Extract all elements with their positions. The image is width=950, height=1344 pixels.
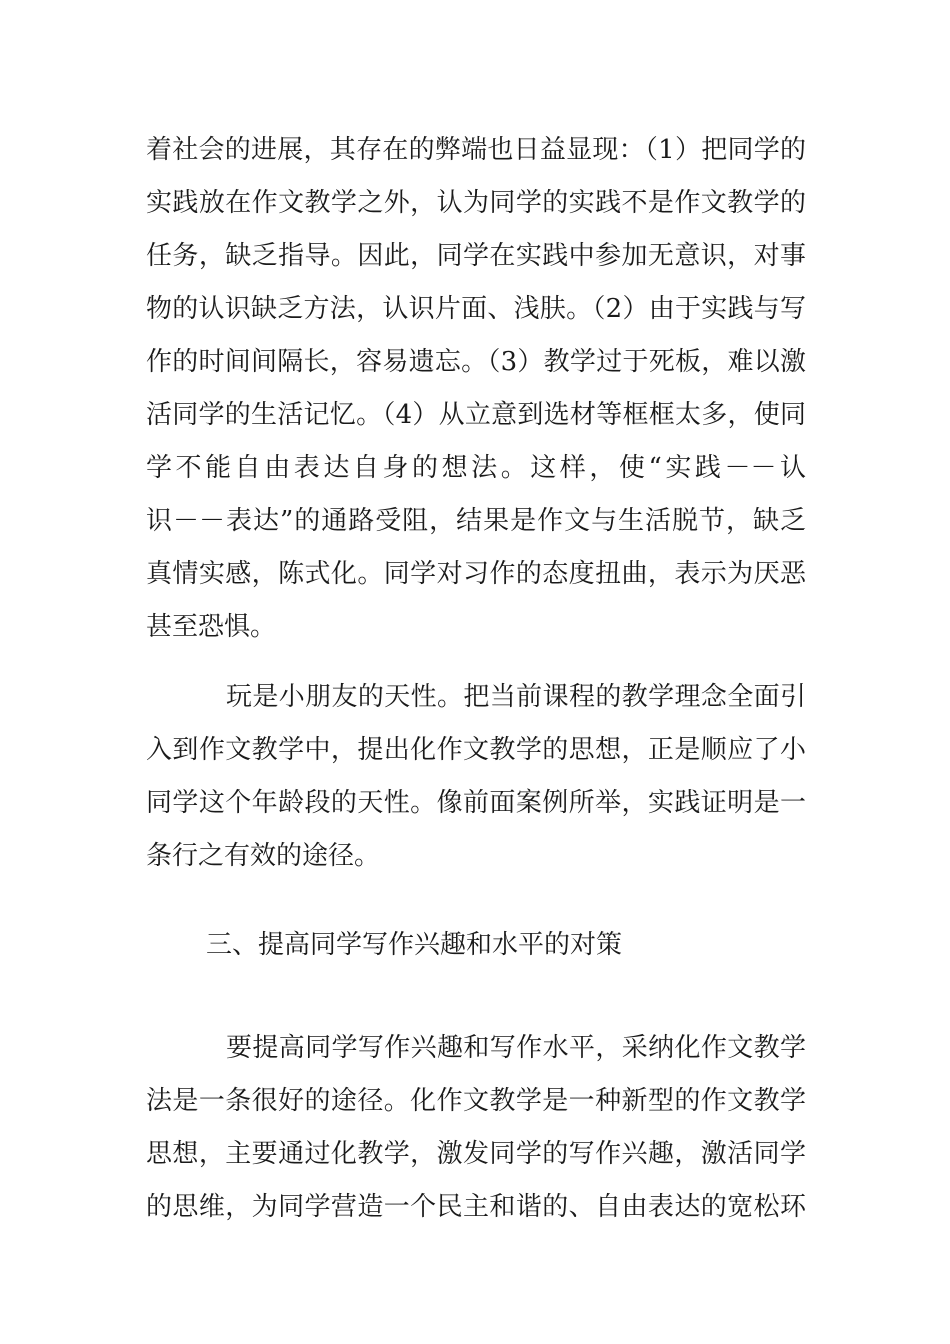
paragraph-line: 条行之有效的途径。: [146, 841, 381, 871]
paragraph-line: 活同学的生活记忆。（4）从立意到选材等框框太多，使同: [146, 400, 806, 430]
paragraph-3: [146, 1022, 806, 1234]
paragraph-line: 同学这个年龄段的天性。像前面案例所举，实践证明是一: [146, 788, 806, 818]
paragraph-line: 法是一条很好的途径。化作文教学是一种新型的作文教学: [146, 1086, 806, 1116]
paragraph-line: 入到作文教学中，提出化作文教学的思想，正是顺应了小: [146, 735, 806, 765]
paragraph-line: 作的时间间隔长，容易遗忘。（3）教学过于死板，难以激: [146, 347, 806, 377]
paragraph-line: 要提高同学写作兴趣和写作水平，采纳化作文教学: [226, 1033, 806, 1063]
paragraph-line: 真情实感，陈式化。同学对习作的态度扭曲，表示为厌恶: [146, 559, 806, 589]
paragraph-line: 思想，主要通过化教学，激发同学的写作兴趣，激活同学: [146, 1139, 806, 1169]
paragraph-line: 着社会的进展，其存在的弊端也日益显现：（1）把同学的: [146, 135, 806, 165]
paragraph-line: 玩是小朋友的天性。把当前课程的教学理念全面引: [226, 682, 806, 712]
paragraph-line: 识－－表达”的通路受阻，结果是作文与生活脱节，缺乏: [146, 506, 806, 536]
paragraph-line: 实践放在作文教学之外，认为同学的实践不是作文教学的: [146, 188, 806, 218]
paragraph-line: 的思维，为同学营造一个民主和谐的、自由表达的宽松环: [146, 1192, 806, 1222]
paragraph-2: [146, 671, 806, 883]
paragraph-line: 任务，缺乏指导。因此，同学在实践中参加无意识，对事: [146, 241, 806, 271]
paragraph-line: 甚至恐惧。: [146, 612, 277, 642]
paragraph-line: 物的认识缺乏方法，认识片面、浅肤。（2）由于实践与写: [146, 294, 806, 324]
paragraph-1: [146, 124, 806, 654]
section-heading: 三、提高同学写作兴趣和水平的对策: [206, 930, 623, 960]
paragraph-line: 学不能自由表达自身的想法。这样，使“实践－－认: [146, 453, 806, 483]
